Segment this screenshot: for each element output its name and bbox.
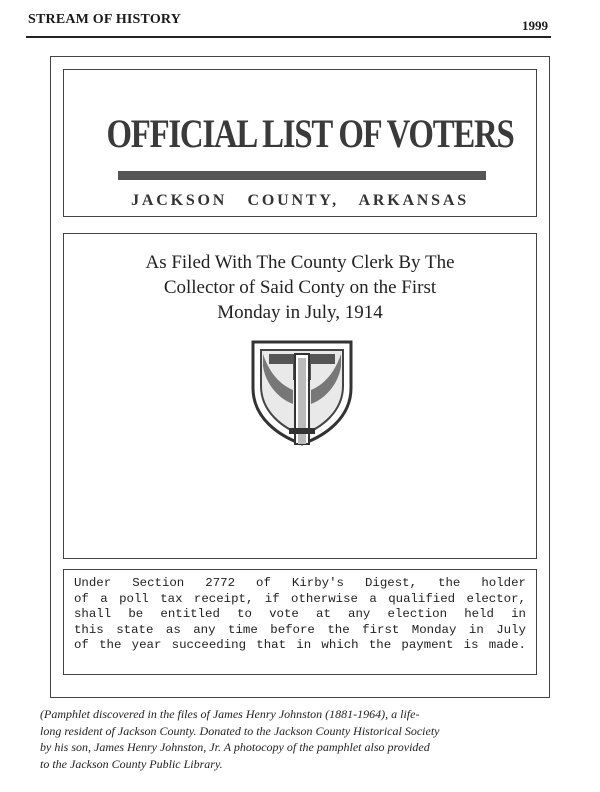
shield-emblem-icon: [249, 336, 355, 448]
notice-line: of a poll tax receipt, if otherwise a qualified elector,: [74, 591, 526, 606]
title-box: [63, 69, 537, 217]
filed-line: Monday in July, 1914: [217, 302, 383, 323]
caption-line: (Pamphlet discovered in the files of James Henry Johnston (1881-1964), a life-: [40, 707, 420, 721]
caption: [40, 706, 560, 772]
pamphlet-frame: [50, 56, 550, 698]
caption-line: to the Jackson County Public Library.: [40, 756, 223, 771]
notice-box: [63, 569, 537, 675]
county-line: JACKSON COUNTY, ARKANSAS: [131, 192, 469, 209]
notice-line: this state as any time before the first Monday in July: [74, 622, 526, 637]
filed-line: As Filed With The County Clerk By The: [145, 252, 455, 273]
filed-box: [63, 233, 537, 559]
filed-line: Collector of Said Conty on the First: [163, 277, 437, 298]
notice-line: Under Section 2772 of Kirby's Digest, the holder: [74, 576, 526, 590]
caption-line: by his son, James Henry Johnston, Jr. A photocopy of the pamphlet also provided: [40, 740, 430, 754]
running-head: STREAM OF HISTORY: [28, 12, 182, 27]
title-rule: [118, 171, 486, 180]
header-rule: [26, 36, 551, 38]
page-number: 1999: [522, 18, 548, 33]
filed-statement: [64, 250, 536, 325]
notice-line: shall be entitled to vote at any election held in: [74, 607, 526, 621]
caption-line: long resident of Jackson County. Donated to the Jackson County Historical Society: [40, 723, 440, 738]
main-title: OFFICIAL LIST OF VOTERS: [106, 111, 514, 156]
notice-line: of the year succeeding that in which the payment is made.: [74, 638, 526, 652]
